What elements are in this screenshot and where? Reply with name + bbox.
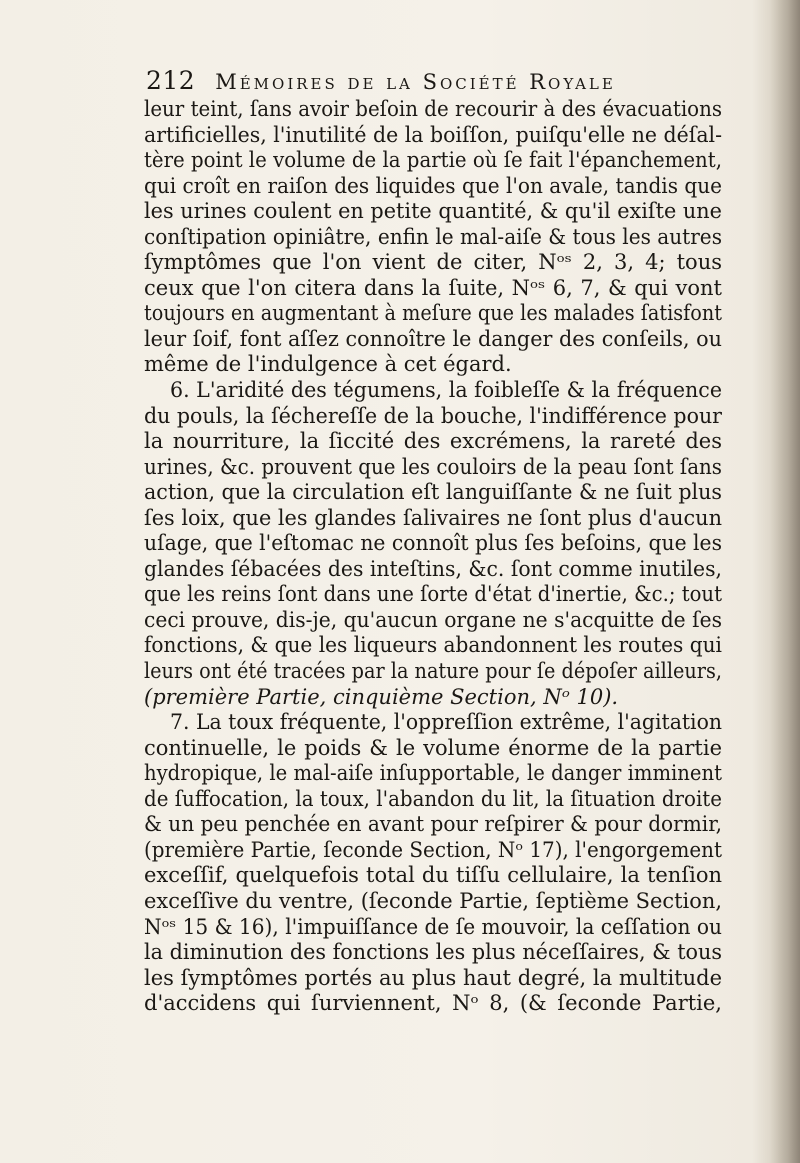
body-text (144, 97, 722, 1017)
text-line: toujours en augmentant à meſure que les malades ſatisfont (144, 301, 722, 326)
text-line: urines, &c. prouvent que les couloirs de la peau ſont ſans (144, 454, 722, 479)
text-line: les ſymptômes portés au plus haut degré, la multitude (144, 965, 722, 990)
text-line: du pouls, la ſéchereſſe de la bouche, l'indifférence pour (144, 403, 722, 428)
text-line: artificielles, l'inutilité de la boiſſon, puiſqu'elle ne déſal- (144, 122, 722, 147)
text-line: même de l'indulgence à cet égard. (144, 352, 512, 377)
text-line: leur teint, ſans avoir beſoin de recourir à des évacuations (144, 97, 722, 121)
text-line: leur ſoif, font aſſez connoître le danger des conſeils, ou (144, 326, 722, 351)
text-line: Nᵒˢ 15 & 16), l'impuiſſance de ſe mouvoir, la ceſſation ou (144, 914, 722, 939)
text-line: la nourriture, la ſiccité des excrémens, la rareté des (144, 429, 722, 454)
text-line: continuelle, le poids & le volume énorme de la partie (144, 735, 722, 760)
text-line: (première Partie, cinquième Section, Nᵒ 10). (144, 684, 619, 709)
text-line: qui croît en raiſon des liquides que l'on avale, tandis que (144, 173, 722, 198)
text-line: uſage, que l'eſtomac ne connoît plus ſes beſoins, que les (144, 531, 722, 556)
text-line: la diminution des fonctions les plus néceſſaires, & tous (144, 940, 722, 965)
text-line: action, que la circulation eſt languiſſante & ne ſuit plus (144, 480, 722, 505)
text-line: ſes loix, que les glandes ſalivaires ne ſont plus d'aucun (144, 505, 722, 530)
text-line: que les reins ſont dans une ſorte d'état d'inertie, &c.; tout (144, 582, 722, 607)
text-line: (première Partie, ſeconde Section, Nᵒ 17), l'engorgement (144, 837, 722, 862)
text-line: conſtipation opiniâtre, enfin le mal-aiſe & tous les autres (144, 224, 722, 249)
text-line: 6. L'aridité des tégumens, la foibleſſe & la fréquence (170, 378, 722, 403)
text-line: ſymptômes que l'on vient de citer, Nᵒˢ 2, 3, 4; tous (144, 250, 722, 275)
text-line: hydropique, le mal-aiſe inſupportable, le danger imminent (144, 761, 722, 786)
text-line: ceci prouve, dis-je, qu'aucun organe ne s'acquitte de ſes (144, 607, 722, 632)
running-title: Mémoires de la Société Royale (215, 70, 616, 94)
text-line: tère point le volume de la partie où ſe fait l'épanchement, (144, 148, 722, 173)
text-line: de ſuffocation, la toux, l'abandon du lit, la ſituation droite (144, 786, 722, 811)
page-edge-shadow (770, 0, 800, 1163)
page-number: 212 (146, 66, 196, 95)
text-line: exceſſive du ventre, (ſeconde Partie, ſeptième Section, (144, 888, 722, 913)
text-line: fonctions, & que les liqueurs abandonnent les routes qui (144, 633, 722, 658)
text-line: exceſſif, quelquefois total du tiſſu cellulaire, la tenſion (144, 863, 722, 888)
text-line: d'accidens qui ſurviennent, Nᵒ 8, (& ſeconde Partie, (144, 991, 722, 1016)
text-line: & un peu penchée en avant pour reſpirer & pour dormir, (144, 812, 722, 837)
text-line: ceux que l'on citera dans la ſuite, Nᵒˢ 6, 7, & qui vont (144, 275, 722, 300)
text-line: glandes ſébacées des inteſtins, &c. ſont comme inutiles, (144, 556, 722, 581)
text-line: leurs ont été tracées par la nature pour ſe dépoſer ailleurs, (144, 659, 722, 684)
text-line: 7. La toux fréquente, l'oppreſſion extrême, l'agitation (170, 710, 722, 735)
text-line: les urines coulent en petite quantité, & qu'il exiſte une (144, 199, 722, 224)
